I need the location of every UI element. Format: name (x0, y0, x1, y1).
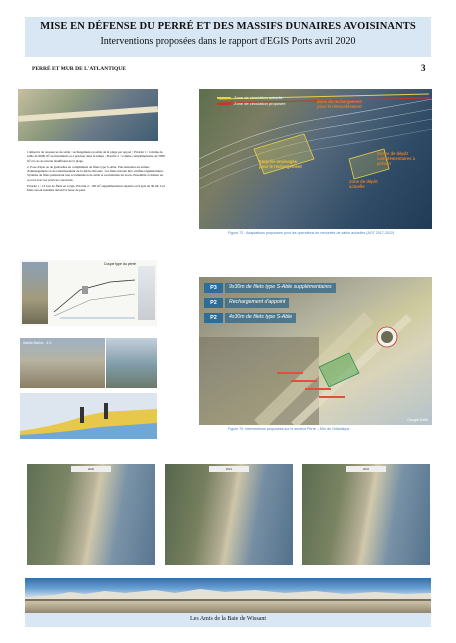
beach-photo-1 (20, 338, 105, 388)
figure-72-caption: Figure 72 : Adaptations proposées pour les opérations de remontée de sable actuelles (AOT 2017-2022) (228, 231, 395, 235)
aerial-photo-3 (302, 464, 430, 565)
legend-item-proposed: Zone de circulation proposée (217, 101, 286, 107)
badge-code: P2 (204, 298, 223, 308)
page-subtitle: Interventions proposées dans le rapport d'EGIS Ports avril 2020 (100, 36, 356, 47)
badge-code: P2 (204, 313, 223, 323)
badge-row-p3 (204, 283, 332, 293)
aerial-photo-date-tag: 2022 (346, 466, 386, 472)
map-watermark: Google Earth (407, 418, 428, 422)
map-label-emprise: Emprise envisagée pour le rechargement (259, 159, 302, 169)
badge-text: 9x30m de filets type S-Able supplémentaires (225, 283, 336, 293)
figure-70-map (199, 277, 432, 425)
legend-item-current: Zone de circulation actuelle (217, 95, 286, 101)
badge-text: 4x30m de filets type S-Able (225, 313, 296, 323)
badge-code: P3 (204, 283, 223, 293)
beach-aerial-photo (18, 89, 158, 141)
schema-title: Coupe type du perré (104, 262, 136, 266)
photo-location-tag: Sainte-Barbe - 4.5 (23, 341, 52, 345)
note-paragraph-3: Priorité 1 : 12 lots de filets en 4 épis. Priorité 2 : 100 m² supplémentaires répartis en 9 épis de 30 ml. Les filets seront installés devant la barre de pied. (27, 184, 165, 193)
figure-72-legend (217, 95, 286, 107)
footer-text: Les Amis de la Baie de Wissant (190, 616, 266, 622)
dike-cross-section-schema (20, 260, 157, 326)
beach-panorama-photo (25, 578, 431, 613)
map-label-deposit-zones: Zones de dépôt complémentaires à prévoir (377, 151, 415, 166)
figure-72-map (199, 89, 432, 229)
schema-drawing (20, 260, 157, 326)
document-thumbnail (138, 266, 155, 320)
badge-row-p2-recharge (204, 298, 324, 308)
page-number: 3 (421, 63, 426, 73)
note-paragraph-2: 2. Pose d'épis ou de ganivelles en complément de filets type S-Able. Préconisation en termes d'aménagement ou de ralentissement de la dérive littorale ; les filets doivent être vérifiés régulièrement. Système de filets permettant une accumulation de sable et un maintien du stock. Ensemble à réaliser en accord avec les services concernés. (27, 164, 164, 182)
profile-drawing (20, 393, 157, 439)
beach-profile-diagram (20, 393, 157, 439)
map-label-recharge-zone: Zone de rechargement pour le réensablement (317, 99, 362, 109)
aerial-photo-date-tag: 2020 (71, 466, 111, 472)
figure-70-caption: Figure 70: Interventions proposées sur le secteur Perré – Mur de l'Atlantique (228, 427, 350, 431)
aerial-photo-1 (27, 464, 155, 565)
aerial-photo-date-tag: 2021 (209, 466, 249, 472)
aerial-photo-2 (165, 464, 293, 565)
badge-text: Rechargement d'appoint (225, 298, 289, 308)
page-title: MISE EN DÉFENSE DU PERRÉ ET DES MASSIFS DUNAIRES AVOISINANTS (40, 21, 416, 32)
beach-photo-2 (106, 338, 157, 388)
section-heading: PERRÉ ET MUR DE L'ATLANTIQUE (32, 66, 126, 72)
badge-row-p2-nets (204, 313, 324, 323)
note-paragraph-1: 1.Réserve de ressources de sable : rechargement en sable de la plage par apport ; Priorité 1 : volume de sable de 9000 m³ au maximum ou à préciser dans le temps ; Priorité 2 : volume complémentaire de 5000 m³ en cas de niveau insuffisant de la plage. (27, 150, 165, 163)
intervention-notes (27, 150, 167, 195)
map-label-current-deposit: Zone de dépôt actuelle (349, 179, 378, 189)
panorama-drawing (25, 578, 431, 613)
